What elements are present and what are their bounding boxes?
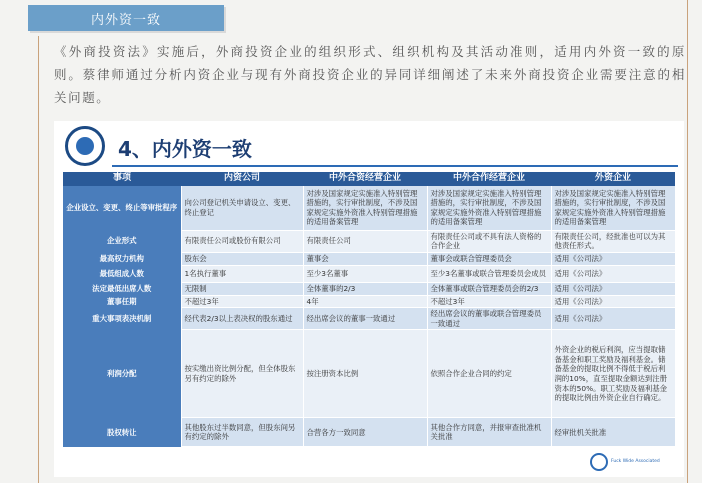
- table-cell: 经审批机关批准: [551, 418, 675, 447]
- table-cell: 合营各方一致同意: [303, 418, 427, 447]
- table-cell: 不超过3年: [427, 295, 551, 308]
- table-cell: 4年: [303, 295, 427, 308]
- column-header: 内资公司: [181, 172, 303, 186]
- globe-logo-icon: [65, 126, 105, 166]
- slide-title: 4、内外资一致: [118, 137, 252, 161]
- table-cell: 依照合作企业合同的约定: [427, 330, 551, 418]
- right-rule: [687, 0, 688, 483]
- table-row: [63, 295, 675, 308]
- table-cell: 按注册资本比例: [303, 330, 427, 418]
- column-header: 事项: [63, 172, 181, 186]
- column-header: 中外合资经营企业: [303, 172, 427, 186]
- table-cell: 对涉及国家规定实施准入特别管理措施的，实行审批制度，不涉及国家规定实施外资准入特别管理措施的适用备案管理: [303, 186, 427, 230]
- table-cell: 全体董事或联合管理委员会的2/3: [427, 282, 551, 295]
- slide-image: [54, 121, 684, 477]
- row-label: 最高权力机构: [63, 252, 181, 265]
- table-cell: 向公司登记机关申请设立、变更、终止登记: [181, 186, 303, 230]
- table-row: [63, 308, 675, 330]
- table-cell: 至少3名董事: [303, 265, 427, 282]
- table-cell: 董事会或联合管理委员会: [427, 252, 551, 265]
- table-cell: 全体董事的2/3: [303, 282, 427, 295]
- table-cell: 适用《公司法》: [551, 252, 675, 265]
- row-label: 最低组成人数: [63, 265, 181, 282]
- row-label: 企业设立、变更、终止等审批程序: [63, 186, 181, 230]
- table-cell: 经出席会议的董事一致通过: [303, 308, 427, 330]
- header-divider: [112, 165, 678, 167]
- table-header-row: [63, 172, 675, 186]
- table-row: [63, 418, 675, 447]
- table-cell: 有限责任公司，经批准也可以为其他责任形式。: [551, 230, 675, 252]
- column-header: 外资企业: [551, 172, 675, 186]
- table-cell: 经出席会议的董事或联合管理委员一致通过: [427, 308, 551, 330]
- row-label: 董事任期: [63, 295, 181, 308]
- table-cell: 外资企业的税后利润，应当提取储备基金和职工奖励及福利基金。储备基金的提取比例不得低于税后利润的10%，直至提取金额达到注册资本的50%。职工奖励及福利基金的提取比例由外资企业自行确定。: [551, 330, 675, 418]
- table-cell: 1名执行董事: [181, 265, 303, 282]
- table-cell: 有限责任公司或股份有限公司: [181, 230, 303, 252]
- row-label: 法定最低出席人数: [63, 282, 181, 295]
- table-cell: 其他合作方同意，并报审查批准机关批准: [427, 418, 551, 447]
- left-rule: [38, 36, 39, 483]
- table-row: [63, 330, 675, 418]
- table-cell: 适用《公司法》: [551, 308, 675, 330]
- table-cell: 适用《公司法》: [551, 282, 675, 295]
- table-cell: 无限制: [181, 282, 303, 295]
- table-row: [63, 265, 675, 282]
- table-cell: 股东会: [181, 252, 303, 265]
- table-cell: 经代表2/3以上表决权的股东通过: [181, 308, 303, 330]
- table-row: [63, 230, 675, 252]
- row-label: 重大事项表决机制: [63, 308, 181, 330]
- footer-logo: [590, 451, 674, 473]
- table-cell: 董事会: [303, 252, 427, 265]
- comparison-table: [63, 172, 675, 447]
- table-cell: 有限责任公司或不具有法人资格的合作企业: [427, 230, 551, 252]
- table-cell: 对涉及国家规定实施准入特别管理措施的，实行审批制度，不涉及国家规定实施外资准入特别管理措施的适用备案管理: [427, 186, 551, 230]
- firm-logo-icon: [590, 453, 608, 471]
- table-cell: 适用《公司法》: [551, 265, 675, 282]
- table-row: [63, 252, 675, 265]
- table-cell: 其他股东过半数同意，但股东间另有约定的除外: [181, 418, 303, 447]
- table-cell: 对涉及国家规定实施准入特别管理措施的，实行审批制度，不涉及国家规定实施外资准入特别管理措施的适用备案管理: [551, 186, 675, 230]
- table-cell: 有限责任公司: [303, 230, 427, 252]
- table-row: [63, 282, 675, 295]
- slide-header: [54, 121, 684, 171]
- intro-paragraph: 《外商投资法》实施后，外商投资企业的组织形式、组织机构及其活动准则，适用内外资一致的原则。蔡律师通过分析内资企业与现有外商投资企业的异同详细阐述了未来外商投资企业需要注意的相关问题。: [54, 44, 686, 105]
- table-cell: 按实缴出资比例分配，但全体股东另有约定的除外: [181, 330, 303, 418]
- table-cell: 适用《公司法》: [551, 295, 675, 308]
- column-header: 中外合作经营企业: [427, 172, 551, 186]
- section-title: 内外资一致: [28, 5, 224, 31]
- row-label: 利润分配: [63, 330, 181, 418]
- row-label: 企业形式: [63, 230, 181, 252]
- footer-text: Fuck Wide Associated: [611, 459, 660, 464]
- table-cell: 至少3名董事或联合管理委员会成员: [427, 265, 551, 282]
- table-cell: 不超过3年: [181, 295, 303, 308]
- table-row: [63, 186, 675, 230]
- row-label: 股权转让: [63, 418, 181, 447]
